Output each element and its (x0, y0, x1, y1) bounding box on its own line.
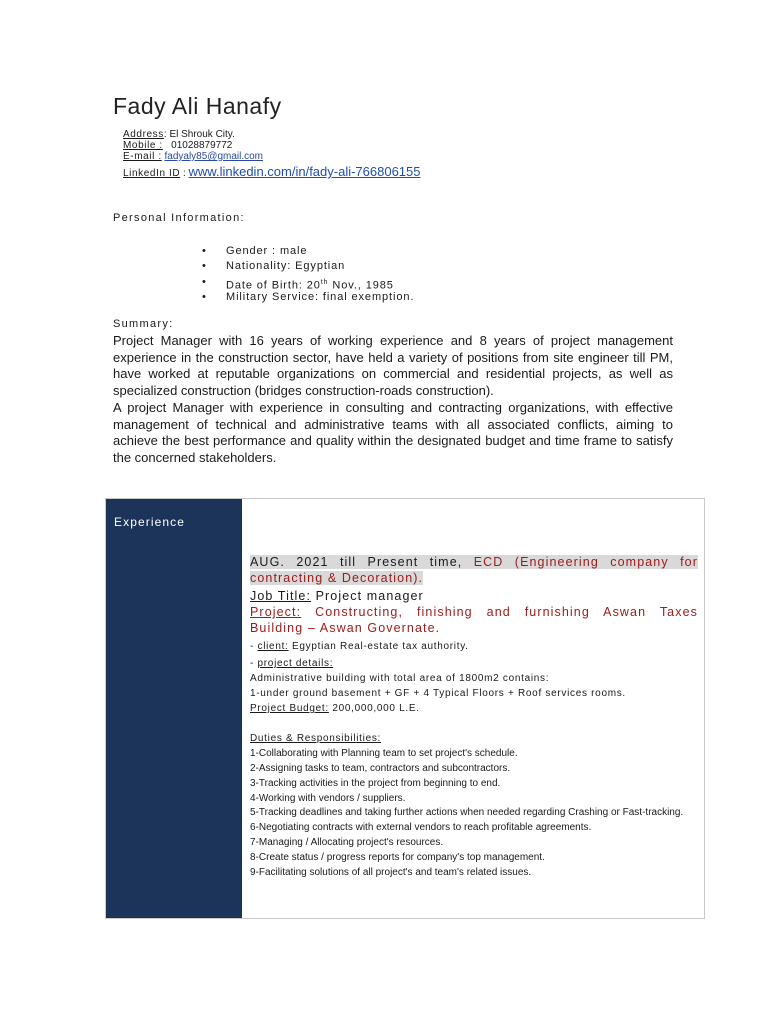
budget-value: 200,000,000 L.E. (328, 703, 420, 714)
candidate-name: Fady Ali Hanafy (113, 93, 282, 119)
mobile-value: 01028879772 (171, 140, 233, 151)
duties-list (250, 746, 698, 880)
list-item: 7-Managing / Allocating project's resources. (250, 837, 444, 848)
summary-paragraph-2: A project Manager with experience in consulting and contracting organizations, with effective management of technical and administrative teams with all associated conflicts, aiming to achieve the best performance and quality within the designated budget and time frame to satisfy the concerned stakeholders. (113, 399, 673, 465)
summary-heading: Summary: (113, 318, 174, 330)
list-item (202, 259, 414, 274)
job-title-label: Job Title: (250, 589, 312, 603)
job-title-line (250, 588, 698, 604)
email-label: E-mail : (123, 151, 162, 162)
details-line-2: 1-under ground basement + GF + 4 Typical Floors + Roof services rooms. (250, 688, 626, 699)
list-item (202, 244, 414, 259)
mobile-label: Mobile : (123, 140, 163, 151)
project-details-line (250, 656, 698, 671)
dob-suffix: Nov., 1985 (328, 279, 394, 292)
address-value: : El Shrouk City. (163, 129, 235, 140)
list-item: 9-Facilitating solutions of all project's and team's related issues. (250, 867, 532, 878)
job-title-value: Project manager (311, 589, 424, 603)
bullet-icon: • (202, 290, 207, 303)
project-line (250, 604, 698, 636)
client-line (250, 639, 698, 654)
list-item: 2-Assigning tasks to team, contractors and subcontractors. (250, 763, 511, 774)
project-details-label: project details: (257, 658, 334, 669)
experience-section (105, 498, 705, 919)
experience-entry (250, 554, 698, 880)
dob-superscript: th (320, 278, 329, 286)
list-item: 4-Working with vendors / suppliers. (250, 793, 406, 804)
bullet-icon: • (202, 260, 207, 273)
email-link[interactable]: fadyaly85@gmail.com (164, 151, 264, 162)
list-item: 3-Tracking activities in the project from beginning to end. (250, 778, 501, 789)
email-row (123, 151, 421, 162)
list-item: 1-Collaborating with Planning team to set project's schedule. (250, 748, 518, 759)
experience-heading: Experience (114, 515, 186, 529)
duties-heading: Duties & Responsibilities: (250, 733, 382, 744)
nationality-text: Nationality: Egyptian (226, 260, 346, 273)
address-row (123, 129, 421, 140)
experience-sidebar (106, 499, 242, 918)
linkedin-link[interactable]: www.linkedin.com/in/fady-ali-766806155 (188, 164, 421, 179)
mobile-row (123, 140, 421, 151)
list-item: 5-Tracking deadlines and taking further actions when needed regarding Crashing or Fast-tracking. (250, 807, 684, 818)
budget-line (250, 701, 698, 716)
client-label: client: (257, 641, 289, 652)
summary-paragraph-1: Project Manager with 16 years of working experience and 8 years of project management experience in the construction sector, have held a variety of positions from site engineer till PM, have worked at reputable organizations on commercial and residential projects, as well as specialized construction (bridges construction-roads construction). (113, 333, 673, 399)
experience-period-line (250, 554, 698, 586)
personal-info-list (202, 244, 414, 305)
budget-label: Project Budget: (250, 703, 329, 714)
experience-period: AUG. 2021 till Present time, (250, 555, 474, 569)
details-line-1: Administrative building with total area of 1800m2 contains: (250, 673, 550, 684)
project-value: Constructing, finishing and furnishing Aswan Taxes Building – Aswan Governate. (250, 605, 698, 635)
linkedin-row (123, 166, 421, 179)
personal-info-heading: Personal Information: (113, 212, 245, 224)
gender-text: Gender : male (226, 245, 308, 257)
bullet-icon: • (202, 275, 207, 288)
military-text: Military Service: final exemption. (226, 290, 415, 303)
client-prefix: - (250, 641, 258, 652)
company-name: ECD (Engineering company for contracting & Decoration). (250, 555, 698, 585)
summary-body (113, 333, 673, 467)
project-label: Project: (250, 605, 302, 619)
list-item: 8-Create status / progress reports for company's top management. (250, 852, 545, 863)
address-label: Address (123, 129, 164, 140)
dob-text: Date of Birth: 20 (226, 279, 321, 292)
linkedin-label: LinkedIn ID (123, 168, 181, 179)
client-value: Egyptian Real-estate tax authority. (288, 641, 469, 652)
list-item (202, 290, 414, 305)
details-prefix: - (250, 658, 258, 669)
list-item: 6-Negotiating contracts with external vendors to reach profitable agreements. (250, 822, 592, 833)
linkedin-separator: : (180, 168, 189, 179)
bullet-icon: • (202, 245, 207, 257)
contact-block (123, 129, 421, 179)
list-item (202, 275, 414, 290)
